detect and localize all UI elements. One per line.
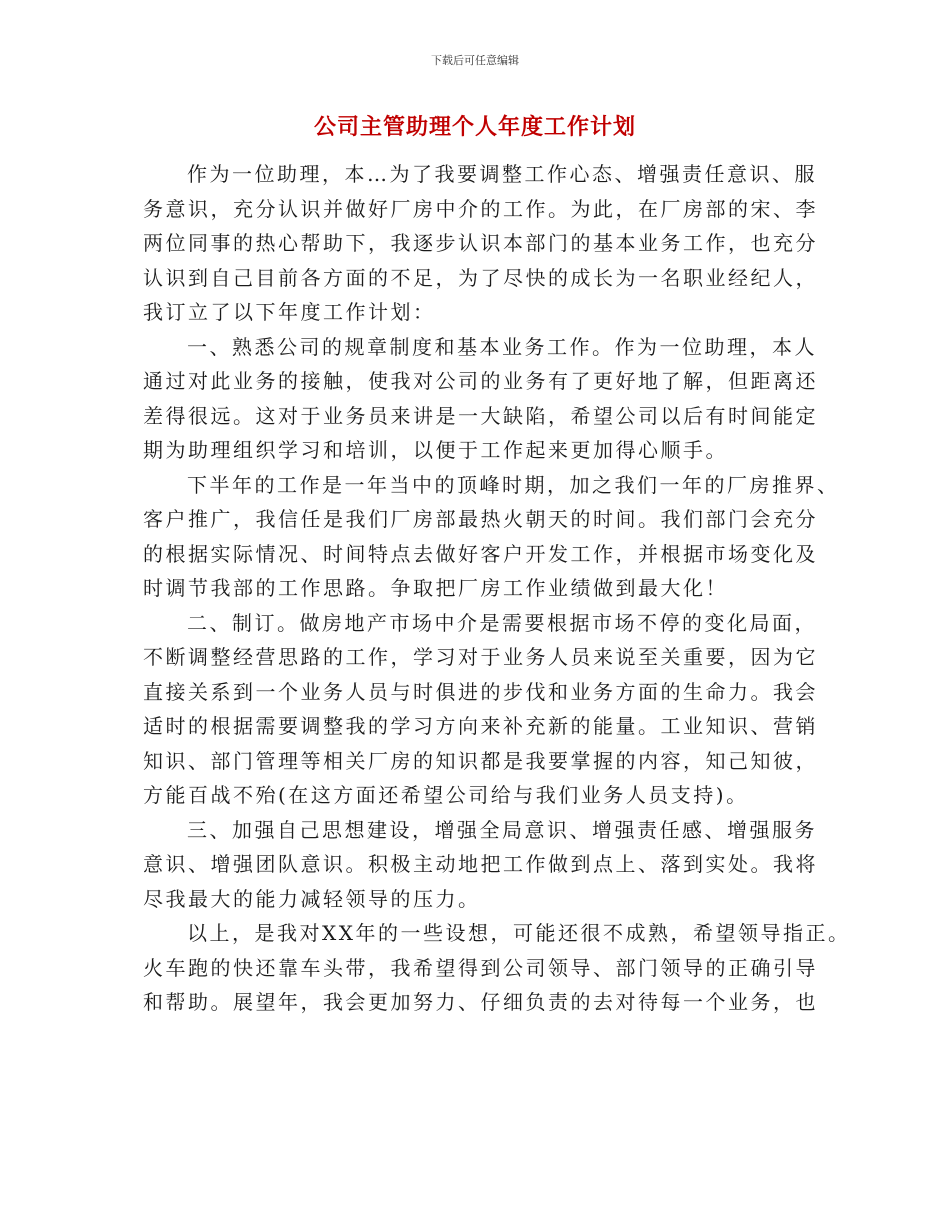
body-line: 通过对此业务的接触，使我对公司的业务有了更好地了解，但距离还 <box>143 369 818 393</box>
body-line: 不断调整经营思路的工作，学习对于业务人员来说至关重要，因为它 <box>143 645 818 669</box>
body-line: 认识到自己目前各方面的不足，为了尽快的成长为一名职业经纪人， <box>143 265 818 290</box>
body-line: 直接关系到一个业务人员与时俱进的步伐和业务方面的生命力。我会 <box>143 679 818 704</box>
body-line: 以上，是我对XX年的一些设想，可能还很不成熟，希望领导指正。 <box>187 921 851 945</box>
body-line: 适时的根据需要调整我的学习方向来补充新的能量。工业知识、营销 <box>143 714 818 738</box>
body-line: 知识、部门管理等相关厂房的知识都是我要掌握的内容，知己知彼， <box>143 748 818 773</box>
body-line: 作为一位助理，本…为了我要调整工作心态、增强责任意识、服 <box>187 162 817 186</box>
body-line: 意识、增强团队意识。积极主动地把工作做到点上、落到实处。我将 <box>143 852 818 876</box>
body-line: 和帮助。展望年，我会更加努力、仔细负责的去对待每一个业务，也 <box>143 990 818 1014</box>
body-line: 尽我最大的能力减轻领导的压力。 <box>143 886 481 911</box>
body-line: 火车跑的快还靠车头带，我希望得到公司领导、部门领导的正确引导 <box>143 955 818 980</box>
body-line: 二、制订。做房地产市场中介是需要根据市场不停的变化局面， <box>187 610 817 635</box>
body-line: 客户推广，我信任是我们厂房部最热火朝天的时间。我们部门会充分 <box>143 507 818 531</box>
body-line: 差得很远。这对于业务员来讲是一大缺陷，希望公司以后有时间能定 <box>143 403 818 428</box>
body-line: 一、熟悉公司的规章制度和基本业务工作。作为一位助理，本人 <box>187 334 817 359</box>
body-line: 下半年的工作是一年当中的顶峰时期，加之我们一年的厂房推界、 <box>187 472 840 497</box>
body-line: 的根据实际情况、时间特点去做好客户开发工作，并根据市场变化及 <box>143 541 818 566</box>
document-body <box>143 157 851 1020</box>
body-line: 三、加强自己思想建设，增强全局意识、增强责任感、增强服务 <box>187 817 817 842</box>
body-line: 务意识，充分认识并做好厂房中介的工作。为此，在厂房部的宋、李 <box>143 196 818 221</box>
body-line: 方能百战不殆(在这方面还希望公司给与我们业务人员支持)。 <box>143 783 749 807</box>
document-title: 公司主管助理个人年度工作计划 <box>313 115 636 140</box>
body-line: 两位同事的热心帮助下，我逐步认识本部门的基本业务工作，也充分 <box>143 231 818 255</box>
body-line: 时调节我部的工作思路。争取把厂房工作业绩做到最大化！ <box>143 576 728 600</box>
body-line: 我订立了以下年度工作计划： <box>143 300 436 324</box>
body-line: 期为助理组织学习和培训，以便于工作起来更加得心顺手。 <box>143 438 728 462</box>
header-note: 下载后可任意编辑 <box>431 54 519 67</box>
